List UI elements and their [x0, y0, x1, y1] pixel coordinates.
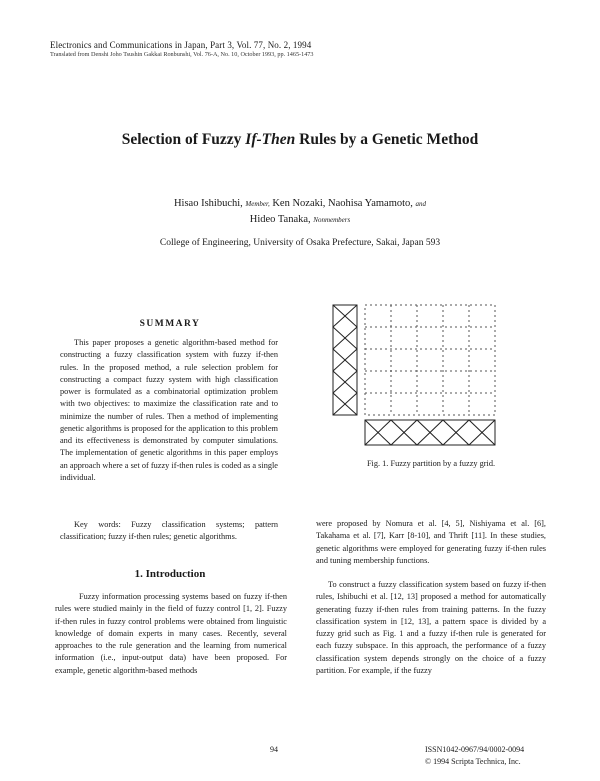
nonmembers-label: Nonmembers	[313, 216, 351, 224]
journal-header: Electronics and Communications in Japan, Part 3, Vol. 77, No. 2, 1994	[50, 40, 312, 50]
authors-line-2	[0, 214, 600, 225]
author-ishibuchi: Hisao Ishibuchi,	[173, 198, 243, 209]
paper-title	[0, 131, 600, 149]
authors-line-1	[0, 198, 600, 209]
right-column-paragraph-1: were proposed by Nomura et al. [4, 5], Nishiyama et al. [6], Takahama et al. [7], Karr [8-10], and Thrift [11]. In these studies, genetic algorithms were employed for generating fuzzy if-then rules and tuning membership functions.	[316, 519, 546, 565]
summary-heading: SUMMARY	[139, 319, 201, 329]
keywords: Key words: Fuzzy classification systems; pattern classification; fuzzy if-then rules; genetic algorithms.	[60, 520, 278, 542]
right-column-paragraph-2: To construct a fuzzy classification system based on fuzzy if-then rules, Ishibuchi et al. [12, 13] proposed a method for automatically generating fuzzy if-then rules from training patterns. In the fuzzy classification system in [12, 13], a pattern space is divided by a fuzzy grid such as Fig. 1 and a fuzzy if-then rule is generated for each fuzzy subspace. In this approach, the performance of a fuzzy classification system depends strongly on the choice of a fuzzy partition. For example, if the fuzzy	[316, 580, 546, 675]
author-tanaka: Hideo Tanaka,	[249, 214, 311, 225]
and-label: and	[415, 200, 427, 208]
authors-middle: Ken Nozaki, Naohisa Yamamoto,	[272, 198, 413, 209]
issn: ISSN1042-0967/94/0002-0094	[425, 745, 525, 754]
left-membership-functions	[333, 305, 357, 415]
introduction-body: Fuzzy information processing systems based on fuzzy if-then rules were studied mainly in the field of fuzzy control [1, 2]. Fuzzy if-then rules in fuzzy control problems were obtained from linguistic knowledge of domain experts in many cases. Recently, several approaches to the rule generation and the learning from numerical information (i.e., input-output data) have been proposed. For example, genetic algorithm-based methods	[55, 592, 287, 675]
summary-body: This paper proposes a genetic algorithm-based method for constructing a fuzzy classification system with fuzzy if-then rules. In the proposed method, a rule selection problem for constructing a compact fuzzy system with high classification power is formulated as a combinatorial optimization problem with two objectives: to maximize the classification rate and to minimize the number of rules. Then a method of implementing genetic algorithms is proposed for the application to this problem and its effectiveness is demonstrated by computer simulations. The implementation of genetic algorithms in this paper employs an approach where a set of fuzzy if-then rules is coded as a single individual.	[60, 338, 278, 482]
grid-region	[365, 305, 495, 415]
fuzzy-grid-figure	[325, 285, 515, 461]
title-text-pre: Selection of Fuzzy	[121, 131, 246, 148]
bottom-membership-functions	[365, 420, 495, 445]
title-text-italic: If-Then	[245, 131, 296, 148]
title-text-post: Rules by a Genetic Method	[295, 131, 479, 148]
introduction-heading: 1. Introduction	[134, 568, 206, 580]
figure-caption: Fig. 1. Fuzzy partition by a fuzzy grid.	[366, 459, 496, 468]
affiliation: College of Engineering, University of Osaka Prefecture, Sakai, Japan 593	[159, 238, 441, 248]
member-label: Member,	[245, 200, 270, 208]
page-number: 94	[270, 745, 278, 754]
copyright: © 1994 Scripta Technica, Inc.	[425, 757, 521, 766]
translation-note: Translated from Denshi Joho Tsushin Gakkai Ronbunshi, Vol. 76-A, No. 10, October 1993, pp. 1465-1473	[50, 51, 314, 58]
